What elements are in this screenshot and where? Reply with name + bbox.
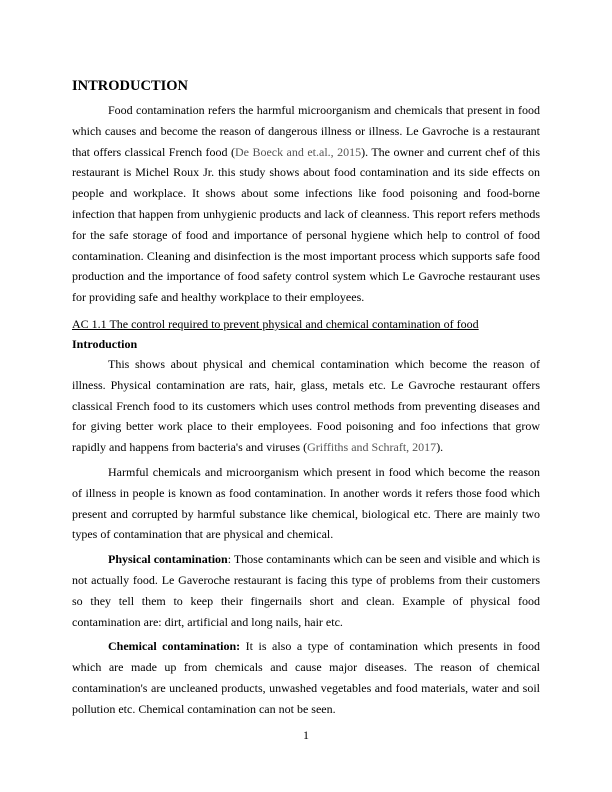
section-p1-text-start: This shows about physical and chemical contamination which become the reason of illness. Physical contamination are rats, hair, glass, metals etc. Le Gavroche restaurant offers classical French food to its customers which uses control methods from preventing diseases and for giving better work place to their employees. Food poisoning and foo infections that grow rapidly and happens from bacteria's and viruses ( (72, 356, 540, 455)
page-number: 1 (303, 728, 309, 742)
section-paragraph-1 (72, 354, 540, 458)
document-page (72, 76, 540, 720)
physical-contamination-label: Physical contamination (108, 552, 228, 567)
chemical-contamination-paragraph (72, 636, 540, 719)
chemical-contamination-label: Chemical contamination: (108, 639, 241, 654)
intro-paragraph (72, 100, 540, 308)
section-paragraph-2: Harmful chemicals and microorganism which present in food which become the reason of illness in people is known as food contamination. In another words it refers those food which present and corrupted by harmful substance like chemical, biological etc. There are mainly two types of contamination that are physical and chemical. (72, 464, 540, 542)
citation-de-boeck: De Boeck and et.al., 2015 (235, 144, 362, 159)
physical-contamination-text: : Those contaminants which can be seen and visible and which is not actually food. Le Gaveroche restaurant is facing this type of problems from their customers so they tell them to keep their fingernails short and clean. Example of physical food contamination are: dirt, artificial and long nails, hair etc. (72, 552, 540, 629)
section-p1-text-end: ). (436, 440, 444, 455)
page-title: INTRODUCTION (72, 78, 189, 94)
intro-text-end: ). The owner and current chef of this restaurant is Michel Roux Jr. this study shows about food contamination and its side effects on people and workplace. It shows about some infections like food poisoning and food-borne infection that happen from unhygienic products and lack of cleanness. This report refers methods for the safe storage of food and importance of personal hygiene which help to control of food contamination. Cleaning and disinfection is the most important process which supports safe food production and the importance of food safety control system which Le Gavroche restaurant uses for providing safe and healthy workplace to their employees. (72, 144, 540, 305)
chemical-contamination-text: It is also a type of contamination which presents in food which are made up from chemicals and cause major diseases. The reason of chemical contamination's are uncleaned products, unwashed vegetables and food materials, water and soil pollution etc. Chemical contamination can not be seen. (72, 639, 541, 716)
section-subheading: Introduction (72, 336, 138, 351)
citation-griffiths: Griffiths and Schraft, 2017 (307, 440, 437, 455)
intro-text-start: Food contamination refers the harmful microorganism and chemicals that present in food which causes and become the reason of dangerous illness or illness. Le Gavroche is a restaurant that offers classical French food ( (72, 103, 540, 159)
section-heading: AC 1.1 The control required to prevent physical and chemical contamination of food (72, 316, 479, 331)
physical-contamination-paragraph (72, 549, 540, 632)
